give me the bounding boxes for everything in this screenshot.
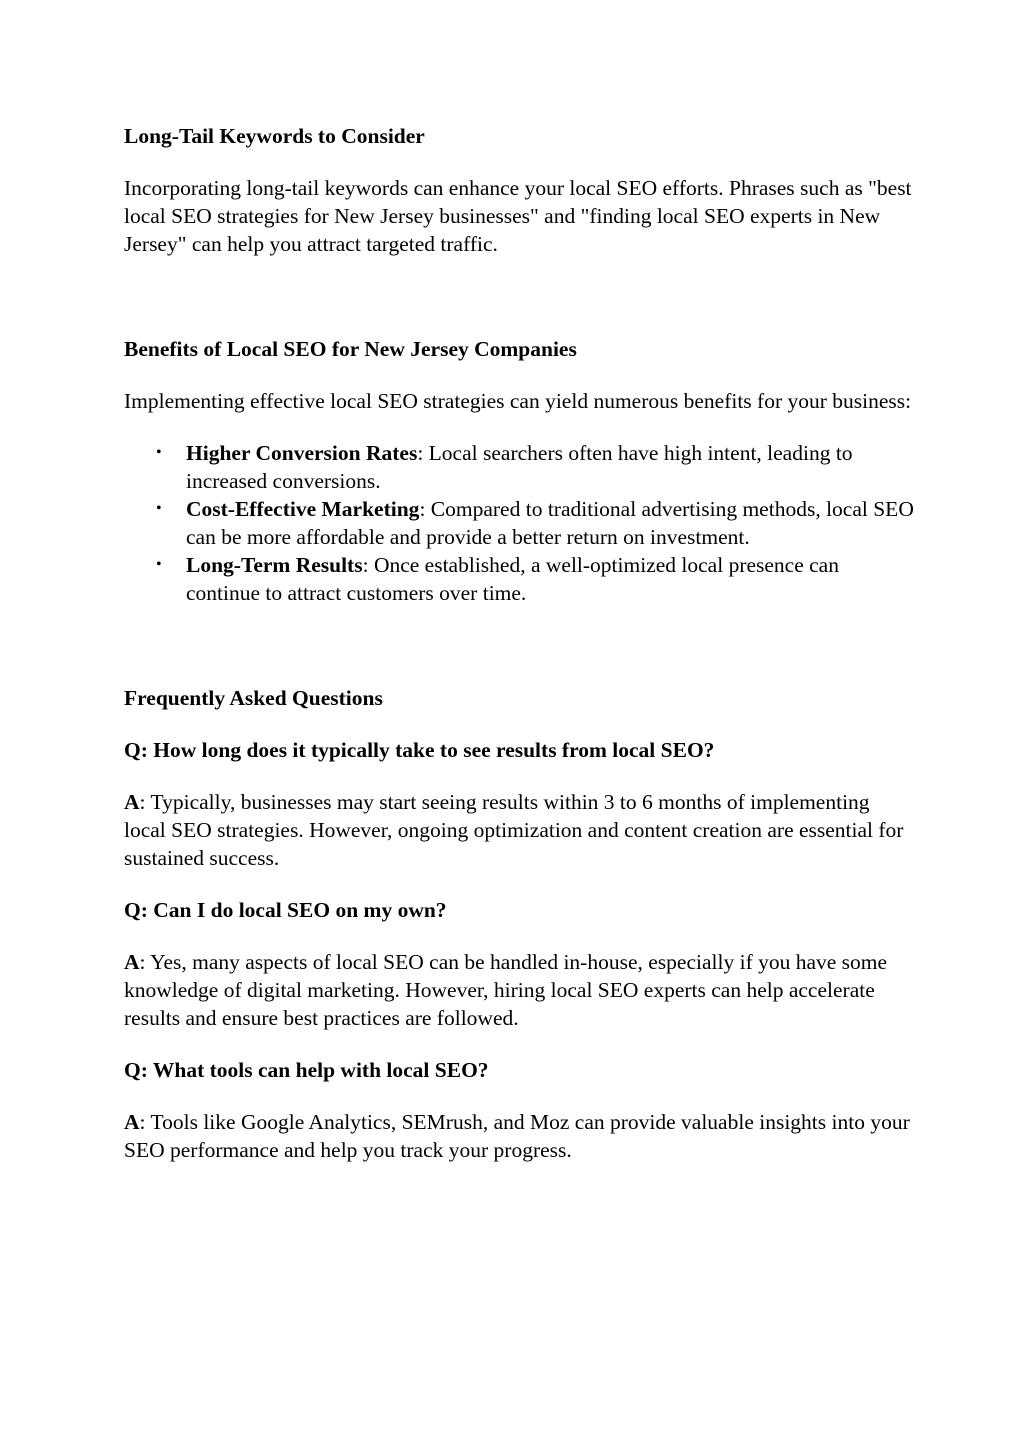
faq-answer: [124, 948, 914, 1032]
bullet-icon: •: [156, 556, 162, 573]
faq-question-text: Q: Can I do local SEO on my own?: [124, 898, 447, 922]
faq-answer: [124, 1108, 914, 1164]
answer-label: A: [124, 950, 140, 974]
long-tail-heading: Long-Tail Keywords to Consider: [124, 124, 425, 148]
list-item: [156, 439, 914, 495]
faq-question: [124, 736, 914, 764]
benefit-text: : Local searchers often have high intent, leading to increased conversions.: [186, 441, 853, 493]
benefit-text: : Compared to traditional advertising methods, local SEO can be more affordable and provide a better return on investment.: [186, 497, 914, 549]
bullet-icon: •: [156, 444, 162, 461]
bullet-icon: •: [156, 500, 162, 517]
answer-label: A: [124, 1110, 140, 1134]
faq-answer-text: : Typically, businesses may start seeing results within 3 to 6 months of implementing local SEO strategies. However, ongoing optimization and content creation are essential for sustained success.: [124, 790, 904, 870]
benefit-text: : Once established, a well-optimized local presence can continue to attract customers over time.: [186, 553, 839, 605]
long-tail-paragraph: Incorporating long-tail keywords can enhance your local SEO efforts. Phrases such as "best local SEO strategies for New Jersey businesses" and "finding local SEO experts in New Jersey" can help you attract targeted traffic.: [124, 176, 912, 256]
faq-question: [124, 896, 914, 924]
faq-heading: Frequently Asked Questions: [124, 686, 383, 710]
benefit-term: Cost-Effective Marketing: [186, 497, 420, 521]
faq-answer-text: : Yes, many aspects of local SEO can be handled in-house, especially if you have some knowledge of digital marketing. However, hiring local SEO experts can help accelerate results and ensure best practices are followed.: [124, 950, 888, 1030]
faq-question: [124, 1056, 914, 1084]
benefits-intro: Implementing effective local SEO strategies can yield numerous benefits for your business:: [124, 389, 912, 413]
benefits-list: [124, 439, 914, 607]
document-page: [124, 122, 914, 1164]
benefit-term: Long-Term Results: [186, 553, 363, 577]
list-item: [156, 551, 914, 607]
faq-question-text: Q: How long does it typically take to see results from local SEO?: [124, 738, 715, 762]
faq-answer: [124, 788, 914, 872]
list-item: [156, 495, 914, 551]
faq-answer-text: : Tools like Google Analytics, SEMrush, and Moz can provide valuable insights into your SEO performance and help you track your progress.: [124, 1110, 910, 1162]
faq-question-text: Q: What tools can help with local SEO?: [124, 1058, 489, 1082]
answer-label: A: [124, 790, 140, 814]
benefit-term: Higher Conversion Rates: [186, 441, 418, 465]
benefits-heading: Benefits of Local SEO for New Jersey Companies: [124, 337, 577, 361]
